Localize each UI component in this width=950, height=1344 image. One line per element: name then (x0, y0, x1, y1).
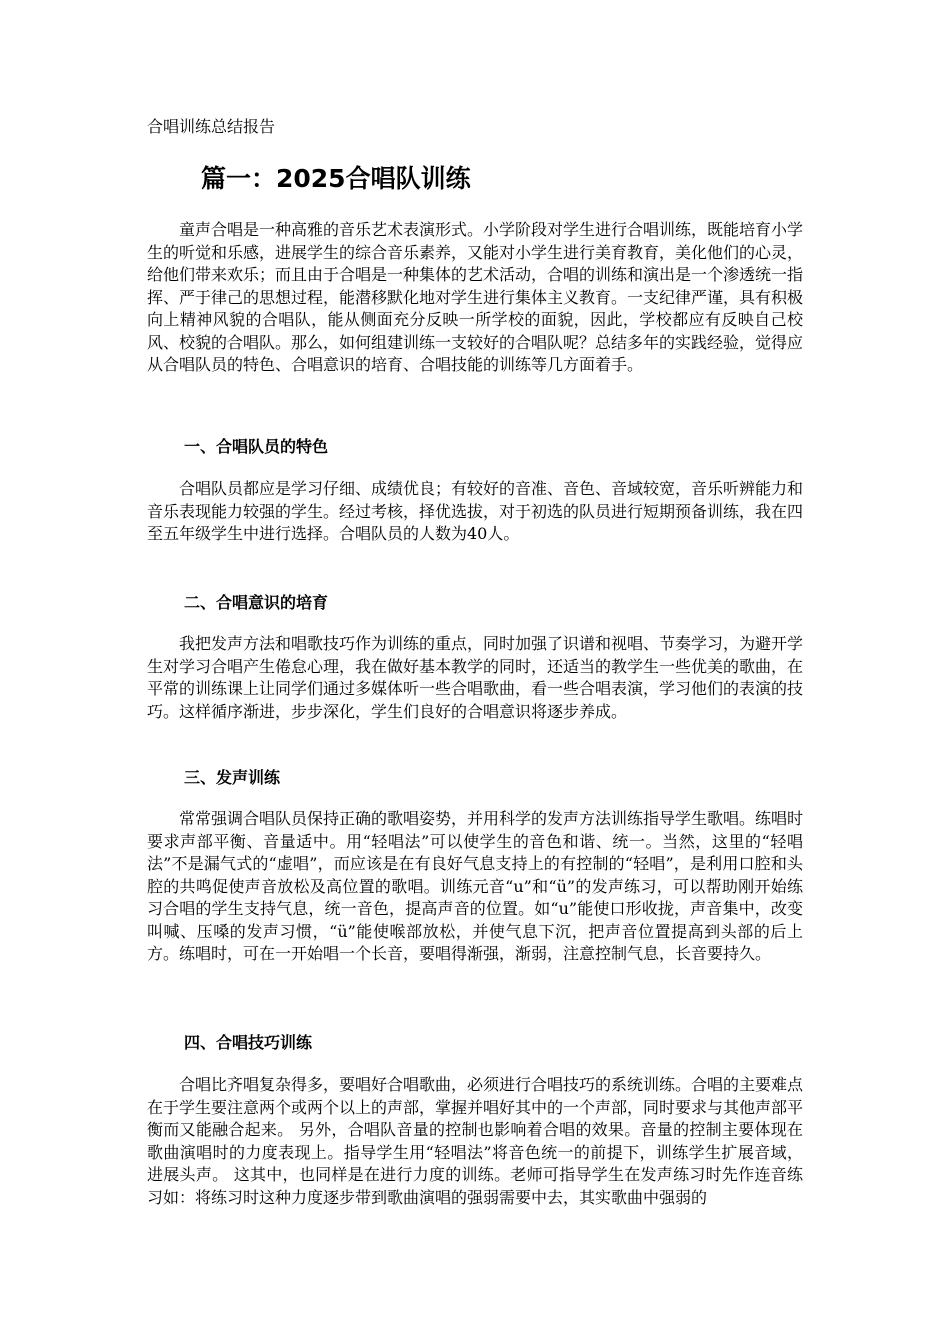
intro-paragraph: 童声合唱是一种高雅的音乐艺术表演形式。小学阶段对学生进行合唱训练，既能培育小学生的听觉和乐感，进展学生的综合音乐素养，又能对小学生进行美育教育，美化他们的心灵，给他们带来欢乐；而且由于合唱是一种集体的艺术活动，合唱的训练和演出是一个渗透统一指挥、严于律己的思想过程，能潜移默化地对学生进行集体主义教育。一支纪律严谨，具有积极向上精神风貌的合唱队，能从侧面充分反映一所学校的面貌，因此，学校都应有反映自己校风、校貌的合唱队。那么，如何组建训练一支较好的合唱队呢？总结多年的实践经验，觉得应从合唱队员的特色、合唱意识的培育、合唱技能的训练等几方面着手。 (147, 220, 804, 374)
section-body-2: 我把发声方法和唱歌技巧作为训练的重点，同时加强了识谱和视唱、节奏学习，为避开学生对学习合唱产生倦怠心理，我在做好基本教学的同时，还适当的教学生一些优美的歌曲，在平常的训练课上让同学们通过多媒体听一些合唱歌曲，看一些合唱表演，学习他们的表演的技巧。这样循序渐进，步步深化，学生们良好的合唱意识将逐步养成。 (147, 634, 804, 721)
section-heading-2: 二、合唱意识的培育 (184, 593, 329, 612)
section-body-1: 合唱队员都应是学习仔细、成绩优良；有较好的音准、音色、音域较宽，音乐听辨能力和音乐表现能力较强的学生。经过考核，择优选拔，对于初选的队员进行短期预备训练，我在四至五年级学生中进行选择。合唱队员的人数为40人。 (147, 479, 804, 543)
section-body-4: 合唱比齐唱复杂得多，要唱好合唱歌曲，必须进行合唱技巧的系统训练。合唱的主要难点在于学生要注意两个或两个以上的声部，掌握并唱好其中的一个声部，同时要求与其他声部平衡而又能融合起来。 另外，合唱队音量的控制也影响着合唱的效果。音量的控制主要体现在歌曲演唱时的力度表现上。指导学生用“轻唱法”将音色统一的前提下，训练学生扩展音域，进展头声。 这其中，也同样是在进行力度的训练。老师可指导学生在发声练习时先作连音练习如：将练习时这种力度逐步带到歌曲演唱的强弱需要中去，其实歌曲中强弱的 (147, 1075, 804, 1207)
section-heading-4: 四、合唱技巧训练 (184, 1033, 313, 1052)
section-heading-1: 一、合唱队员的特色 (184, 437, 329, 456)
document-title: 合唱训练总结报告 (147, 117, 276, 136)
section-heading-3: 三、发声训练 (184, 768, 281, 787)
chapter-title: 篇一：2025合唱队训练 (201, 164, 471, 193)
section-body-3: 常常强调合唱队员保持正确的歌唱姿势，并用科学的发声方法训练指导学生歌唱。练唱时要求声部平衡、音量适中。用“轻唱法”可以使学生的音色和谐、统一。当然，这里的“轻唱法”不是漏气式的“虚唱”，而应该是在有良好气息支持上的有控制的“轻唱”，是利用口腔和头腔的共鸣促使声音放松及高位置的歌唱。训练元音“u”和“ü”的发声练习，可以帮助刚开始练习合唱的学生支持气息，统一音色，提高声音的位置。如“u”能使口形收拢，声音集中，改变叫喊、压嗓的发声习惯，“ü”能使喉部放松，并使气息下沉，把声音位置提高到头部的后上方。练唱时，可在一开始唱一个长音，要唱得渐强，渐弱，注意控制气息，长音要持久。 (147, 809, 804, 963)
